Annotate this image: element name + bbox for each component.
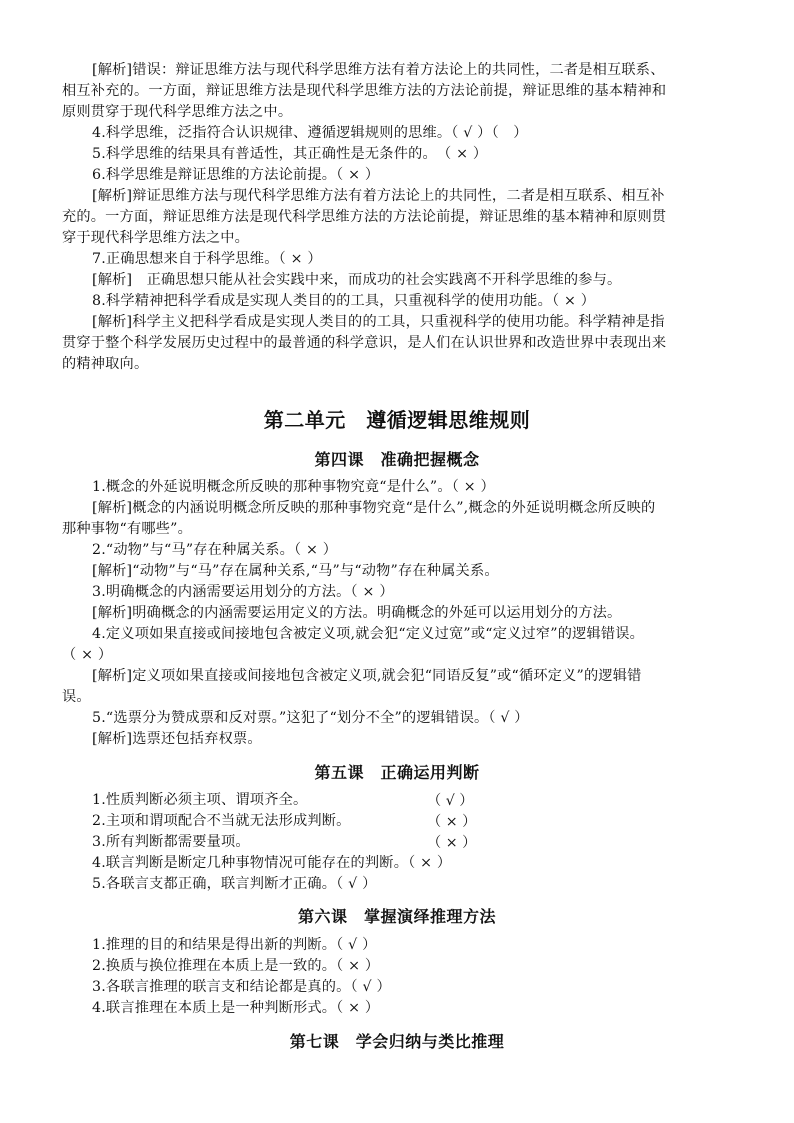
analysis-line: [解析]错误：辩证思维方法与现代科学思维方法有着方法论上的共同性，二者是相互联系、 (92, 62, 665, 78)
question-item: 6.科学思维是辩证思维的方法论前提。（ × ） (92, 167, 380, 183)
lesson-title: 第七课 学会归纳与类比推理 (289, 1032, 505, 1051)
question-item: 3.各联言推理的联言支和结论都是真的。（ √ ） (92, 979, 391, 995)
question-item: 8.科学精神把科学看成是实现人类目的的工具，只重视科学的使用功能。（ × ） (92, 293, 596, 309)
question-item: 2.主项和谓项配合不当就无法形成判断。 (92, 813, 351, 829)
analysis-line: [解析]科学主义把科学看成是实现人类目的的工具，只重视科学的使用功能。科学精神是指 (92, 314, 665, 330)
analysis-line: [解析]选票还包括弃权票。 (92, 731, 262, 747)
question-item: 1.概念的外延说明概念所反映的那种事物究竟“是什么”。（ × ） (92, 479, 495, 495)
question-item: 2.换质与换位推理在本质上是一致的。（ × ） (92, 958, 380, 974)
analysis-line: [解析] 正确思想只能从社会实践中来，而成功的社会实践离不开科学思维的参与。 (92, 272, 622, 288)
answer-mark: （ × ） (427, 814, 477, 830)
analysis-line: 相互补充的。一方面，辩证思维方法是现代科学思维方法的方法论前提，辩证思维的基本精神和 (62, 83, 667, 99)
question-item: 4.联言判断是断定几种事物情况可能存在的判断。（ × ） (92, 855, 452, 871)
unit-title: 第二单元 遵循逻辑思维规则 (263, 408, 531, 432)
analysis-line: [解析]定义项如果直接或间接地包含被定义项,就会犯“同语反复”或“循环定义”的逻辑错 (92, 668, 642, 684)
analysis-line: 的精神取向。 (62, 356, 149, 372)
question-item: 5.科学思维的结果具有普适性，其正确性是无条件的。 （ × ） (92, 146, 488, 162)
question-item: 7.正确思想来自于科学思维。（ × ） (92, 251, 322, 267)
analysis-line: 误。 (62, 689, 91, 705)
analysis-line: 原则贯穿于现代科学思维方法之中。 (62, 104, 293, 120)
question-item: 2.“动物”与“马”存在种属关系。（ × ） (92, 542, 338, 558)
analysis-line: [解析]辩证思维方法与现代科学思维方法有着方法论上的共同性，二者是相互联系、相互补 (92, 188, 665, 204)
question-item: 4.联言推理在本质上是一种判断形式。（ × ） (92, 1000, 380, 1016)
question-answer: （ × ） (62, 647, 113, 663)
analysis-line: 那种事物“有哪些”。 (62, 521, 193, 537)
question-item: 3.所有判断都需要量项。 (92, 834, 250, 850)
analysis-line: 穿于现代科学思维方法之中。 (62, 230, 250, 246)
analysis-line: [解析]概念的内涵说明概念所反映的那种事物究竟“是什么”,概念的外延说明概念所反映的 (92, 500, 656, 516)
answer-mark: （ √ ） (427, 793, 474, 809)
lesson-title: 第五课 正确运用判断 (314, 763, 480, 782)
question-item: 1.性质判断必须主项、谓项齐全。 (92, 792, 308, 808)
lesson-title: 第四课 准确把握概念 (314, 450, 480, 469)
lesson-title: 第六课 掌握演绎推理方法 (297, 907, 496, 926)
question-item: 5.各联言支都正确，联言判断才正确。（ √ ） (92, 876, 377, 892)
question-item: 4.科学思维，泛指符合认识规律、遵循逻辑规则的思维。（ √ ）（ ） (92, 125, 528, 141)
question-item: 3.明确概念的内涵需要运用划分的方法。（ × ） (92, 584, 394, 600)
answer-mark: （ × ） (427, 835, 477, 851)
analysis-line: [解析]明确概念的内涵需要运用定义的方法。明确概念的外延可以运用划分的方法。 (92, 605, 622, 621)
analysis-line: [解析]“动物”与“马”存在属种关系,“马”与“动物”存在种属关系。 (92, 563, 499, 579)
analysis-line: 贯穿于整个科学发展历史过程中的最普通的科学意识，是人们在认识世界和改造世界中表现出来 (62, 335, 667, 351)
question-item: 4.定义项如果直接或间接地包含被定义项,就会犯“定义过宽”或“定义过窄”的逻辑错误。 (92, 626, 645, 642)
analysis-line: 充的。一方面，辩证思维方法是现代科学思维方法的方法论前提，辩证思维的基本精神和原则贯 (62, 209, 667, 225)
question-item: 1.推理的目的和结果是得出新的判断。（ √ ） (92, 937, 377, 953)
question-item: 5.“选票分为赞成票和反对票。”这犯了“划分不全”的逻辑错误。（ √ ） (92, 710, 529, 726)
